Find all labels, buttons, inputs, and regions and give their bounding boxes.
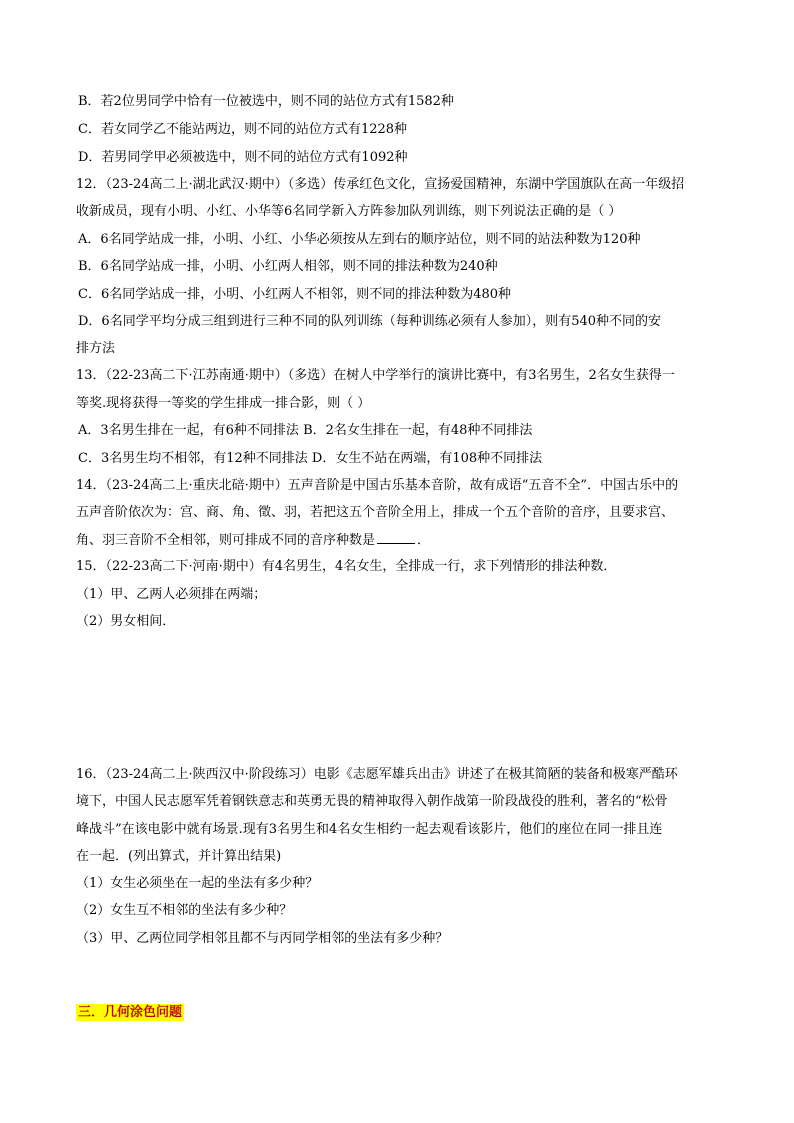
q13-stem-line2: 等奖.现将获得一等奖的学生排成一排合影，则（ ）: [76, 396, 371, 411]
q16-part2: （2）女生互不相邻的坐法有多少种？: [76, 903, 293, 918]
q12-stem-line1: 12．（23-24高二上·湖北武汉·期中）（多选）传承红色文化，宣扬爱国精神，东湖中学国旗队在高一年级招: [76, 177, 685, 192]
q13-options-cd: C．3名男生均不相邻，有12种不同排法 D．女生不站在两端，有108种不同排法: [78, 451, 543, 466]
q12-option-d: D．6名同学平均分成三组到进行三种不同的队列训练（每种训练必须有人参加），则有540种不同的安: [78, 314, 662, 329]
q16-stem-line2: 境下，中国人民志愿军凭着钢铁意志和英勇无畏的精神取得入朝作战第一阶段战役的胜利，著名的“松骨: [76, 794, 668, 809]
q14-stem-line3: [76, 531, 430, 550]
q16-stem-line4: 在一起．(列出算式，并计算出结果): [76, 849, 282, 864]
q15-part2: （2）男女相间．: [76, 614, 176, 629]
q14-stem-line2: 五声音阶依次为：宫、商、角、徵、羽，若把这五个音阶全用上，排成一个五个音阶的音序，且要求宫、: [76, 505, 675, 520]
q16-stem-line1: 16．（23-24高二上·陕西汉中·阶段练习）电影《志愿军雄兵出击》讲述了在极其简陋的装备和极寒严酷环: [76, 767, 678, 782]
q13-stem-line1: 13．（22-23高二下·江苏南通·期中）（多选）在树人中学举行的演讲比赛中，有3名男生，2名女生获得一: [76, 368, 675, 383]
q12-stem-line2: 收新成员，现有小明、小红、小华等6名同学新入方阵参加队列训练，则下列说法正确的是（ ）: [76, 204, 622, 219]
q16-part3: （3）甲、乙两位同学相邻且都不与丙同学相邻的坐法有多少种？: [76, 931, 449, 946]
q15-part1: （1）甲、乙两人必须排在两端；: [76, 587, 267, 602]
q11-option-d: D．若男同学甲必须被选中，则不同的站位方式有1092种: [78, 150, 408, 165]
q12-option-b: B．6名同学站成一排，小明、小红两人相邻，则不同的排法种数为240种: [78, 259, 498, 274]
q16-part1: （1）女生必须坐在一起的坐法有多少种？: [76, 876, 319, 891]
q11-option-c: C．若女同学乙不能站两边，则不同的站位方式有1228种: [78, 122, 408, 137]
q14-stem-line1: 14．（23-24高二上·重庆北碚·期中）五声音阶是中国古乐基本音阶，故有成语“五音不全”．中国古乐中的: [76, 478, 679, 493]
answer-blank: [377, 531, 415, 544]
q11-option-b: B．若2位男同学中恰有一位被选中，则不同的站位方式有1582种: [78, 94, 454, 109]
q16-stem-line3: 峰战斗”在该电影中就有场景.现有3名男生和4名女生相约一起去观看该影片，他们的座位在同一排且连: [76, 822, 663, 837]
q15-stem: 15．（22-23高二下·河南·期中）有4名男生，4名女生，全排成一行，求下列情形的排法种数．: [76, 559, 617, 574]
q13-options-ab: A．3名男生排在一起，有6种不同排法 B．2名女生排在一起，有48种不同排法: [78, 423, 533, 438]
q14-end: ．: [417, 533, 431, 548]
q12-option-a: A．6名同学站成一排，小明、小红、小华必须按从左到右的顺序站位，则不同的站法种数为120种: [78, 232, 641, 247]
q14-text: 角、羽三音阶不全相邻，则可排成不同的音序种数是: [76, 533, 376, 548]
q12-option-c: C．6名同学站成一排，小明、小红两人不相邻，则不同的排法种数为480种: [78, 287, 512, 302]
q12-option-d-cont: 排方法: [76, 341, 116, 356]
section-heading: 三．几何涂色问题: [78, 1005, 183, 1020]
